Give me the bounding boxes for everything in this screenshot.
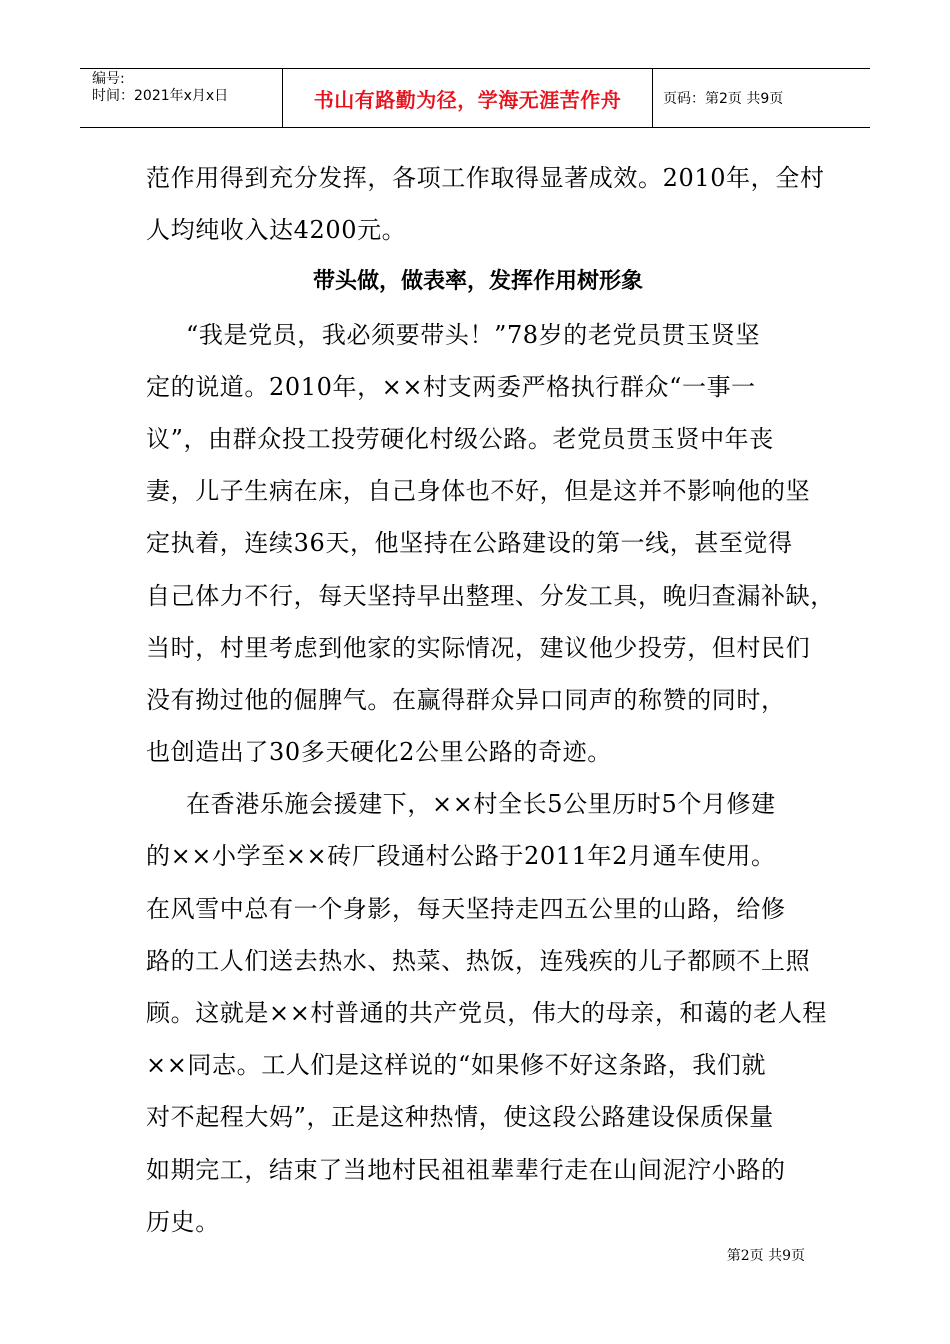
page-footer: 第2页 共9页 — [726, 1248, 805, 1264]
paragraph-line: 定的说道。2010年，××村支两委严格执行群众“一事一 — [146, 372, 756, 401]
paragraph-line: 路的工人们送去热水、热菜、热饭，连残疾的儿子都顾不上照 — [146, 946, 811, 975]
paragraph-line: 在风雪中总有一个身影，每天坚持走四五公里的山路，给修 — [146, 894, 786, 923]
paragraph-2 — [146, 778, 828, 1248]
paragraph-line: 在香港乐施会援建下，××村全长5公里历时5个月修建 — [186, 790, 776, 819]
header-motto: 书山有路勤为径，学海无涯苦作舟 — [282, 69, 653, 127]
header-page-info: 页码：第2页 共9页 — [663, 91, 784, 107]
paragraph-1 — [146, 309, 835, 779]
paragraph-line: 当时，村里考虑到他家的实际情况，建议他少投劳，但村民们 — [146, 633, 811, 662]
document-number-label: 编号: — [92, 71, 125, 87]
paragraph-line: 顾。这就是××村普通的共产党员，伟大的母亲，和蔼的老人程 — [146, 999, 828, 1027]
section-heading: 带头做，做表率，发挥作用树形象 — [312, 269, 643, 295]
page-header — [80, 68, 870, 128]
document-date-label: 时间：2021年x月x日 — [92, 88, 229, 104]
paragraph-line: 的××小学至××砖厂段通村公路于2011年2月通车使用。 — [146, 842, 776, 871]
paragraph-line: 也创造出了30多天硬化2公里公路的奇迹。 — [146, 738, 612, 767]
document-body — [146, 152, 835, 1248]
header-meta — [80, 69, 282, 127]
paragraph-line: 历史。 — [146, 1207, 220, 1236]
paragraph-line: 自己体力不行，每天坚持早出整理、分发工具，晚归查漏补缺， — [146, 581, 835, 610]
paragraph-line: “我是党员，我必须要带头！”78岁的老党员贯玉贤坚 — [186, 320, 761, 349]
paragraph-line: 对不起程大妈”，正是这种热情，使这段公路建设保质保量 — [146, 1103, 774, 1132]
paragraph-line: 如期完工，结束了当地村民祖祖辈辈行走在山间泥泞小路的 — [146, 1155, 786, 1184]
paragraph-line: 议”，由群众投工投劳硬化村级公路。老党员贯玉贤中年丧 — [146, 424, 774, 453]
body-line: 人均纯收入达4200元。 — [146, 216, 407, 245]
paragraph-line: ××同志。工人们是这样说的“如果修不好这条路，我们就 — [146, 1051, 767, 1080]
paragraph-line: 妻，儿子生病在床，自己身体也不好，但是这并不影响他的坚 — [146, 477, 811, 506]
paragraph-line: 定执着，连续36天，他坚持在公路建设的第一线，甚至觉得 — [146, 529, 793, 558]
paragraph-line: 没有拗过他的倔脾气。在赢得群众异口同声的称赞的同时， — [146, 685, 786, 714]
body-line: 范作用得到充分发挥，各项工作取得显著成效。2010年，全村 — [146, 164, 825, 192]
